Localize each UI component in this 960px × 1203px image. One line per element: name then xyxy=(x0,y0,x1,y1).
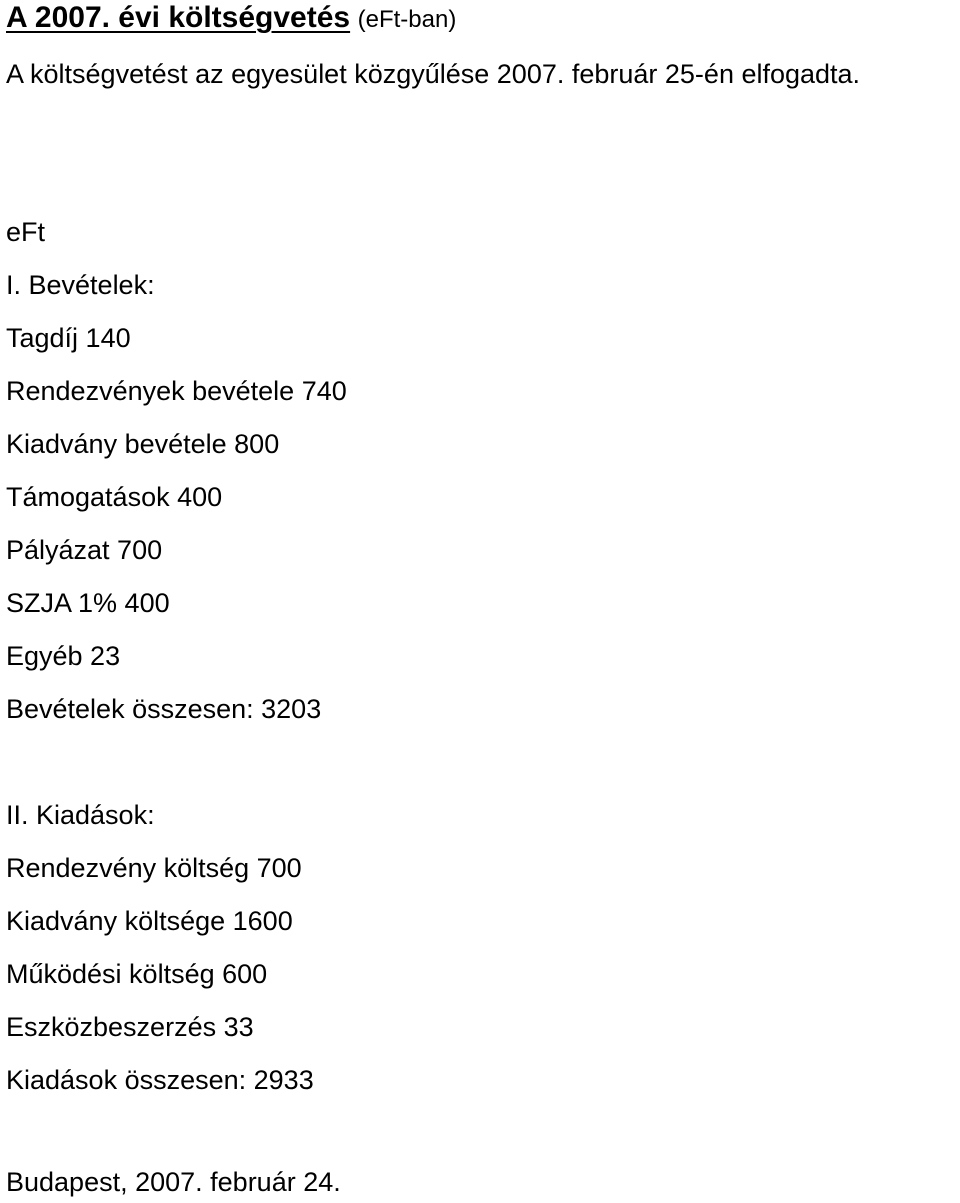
intro-text: A költségvetést az egyesület közgyűlése 2007. február 25-én elfogadta. xyxy=(6,59,861,89)
document-title xyxy=(6,2,456,36)
expense-item-eszkozbeszerzes: Eszközbeszerzés 33 xyxy=(6,1012,254,1042)
income-total: Bevételek összesen: 3203 xyxy=(6,694,322,724)
title-main: A 2007. évi költségvetés xyxy=(6,1,351,34)
income-item-kiadvany: Kiadvány bevétele 800 xyxy=(6,429,280,459)
income-item-rendezvenyek: Rendezvények bevétele 740 xyxy=(6,376,347,406)
currency-label: eFt xyxy=(6,217,46,247)
income-heading: I. Bevételek: xyxy=(6,270,155,300)
expenses-total: Kiadások összesen: 2933 xyxy=(6,1065,314,1095)
expense-item-kiadvany: Kiadvány költsége 1600 xyxy=(6,906,293,936)
title-unit: (eFt-ban) xyxy=(357,6,457,33)
expense-item-rendezveny: Rendezvény költség 700 xyxy=(6,853,302,883)
income-item-tamogatasok: Támogatások 400 xyxy=(6,482,223,512)
expenses-heading: II. Kiadások: xyxy=(6,800,155,830)
income-item-egyeb: Egyéb 23 xyxy=(6,641,121,671)
signature-line: Budapest, 2007. február 24. xyxy=(6,1167,341,1197)
income-item-tagdij: Tagdíj 140 xyxy=(6,323,131,353)
income-item-palyazat: Pályázat 700 xyxy=(6,535,163,565)
expense-item-mukodesi: Működési költség 600 xyxy=(6,959,268,989)
income-item-szja: SZJA 1% 400 xyxy=(6,588,170,618)
